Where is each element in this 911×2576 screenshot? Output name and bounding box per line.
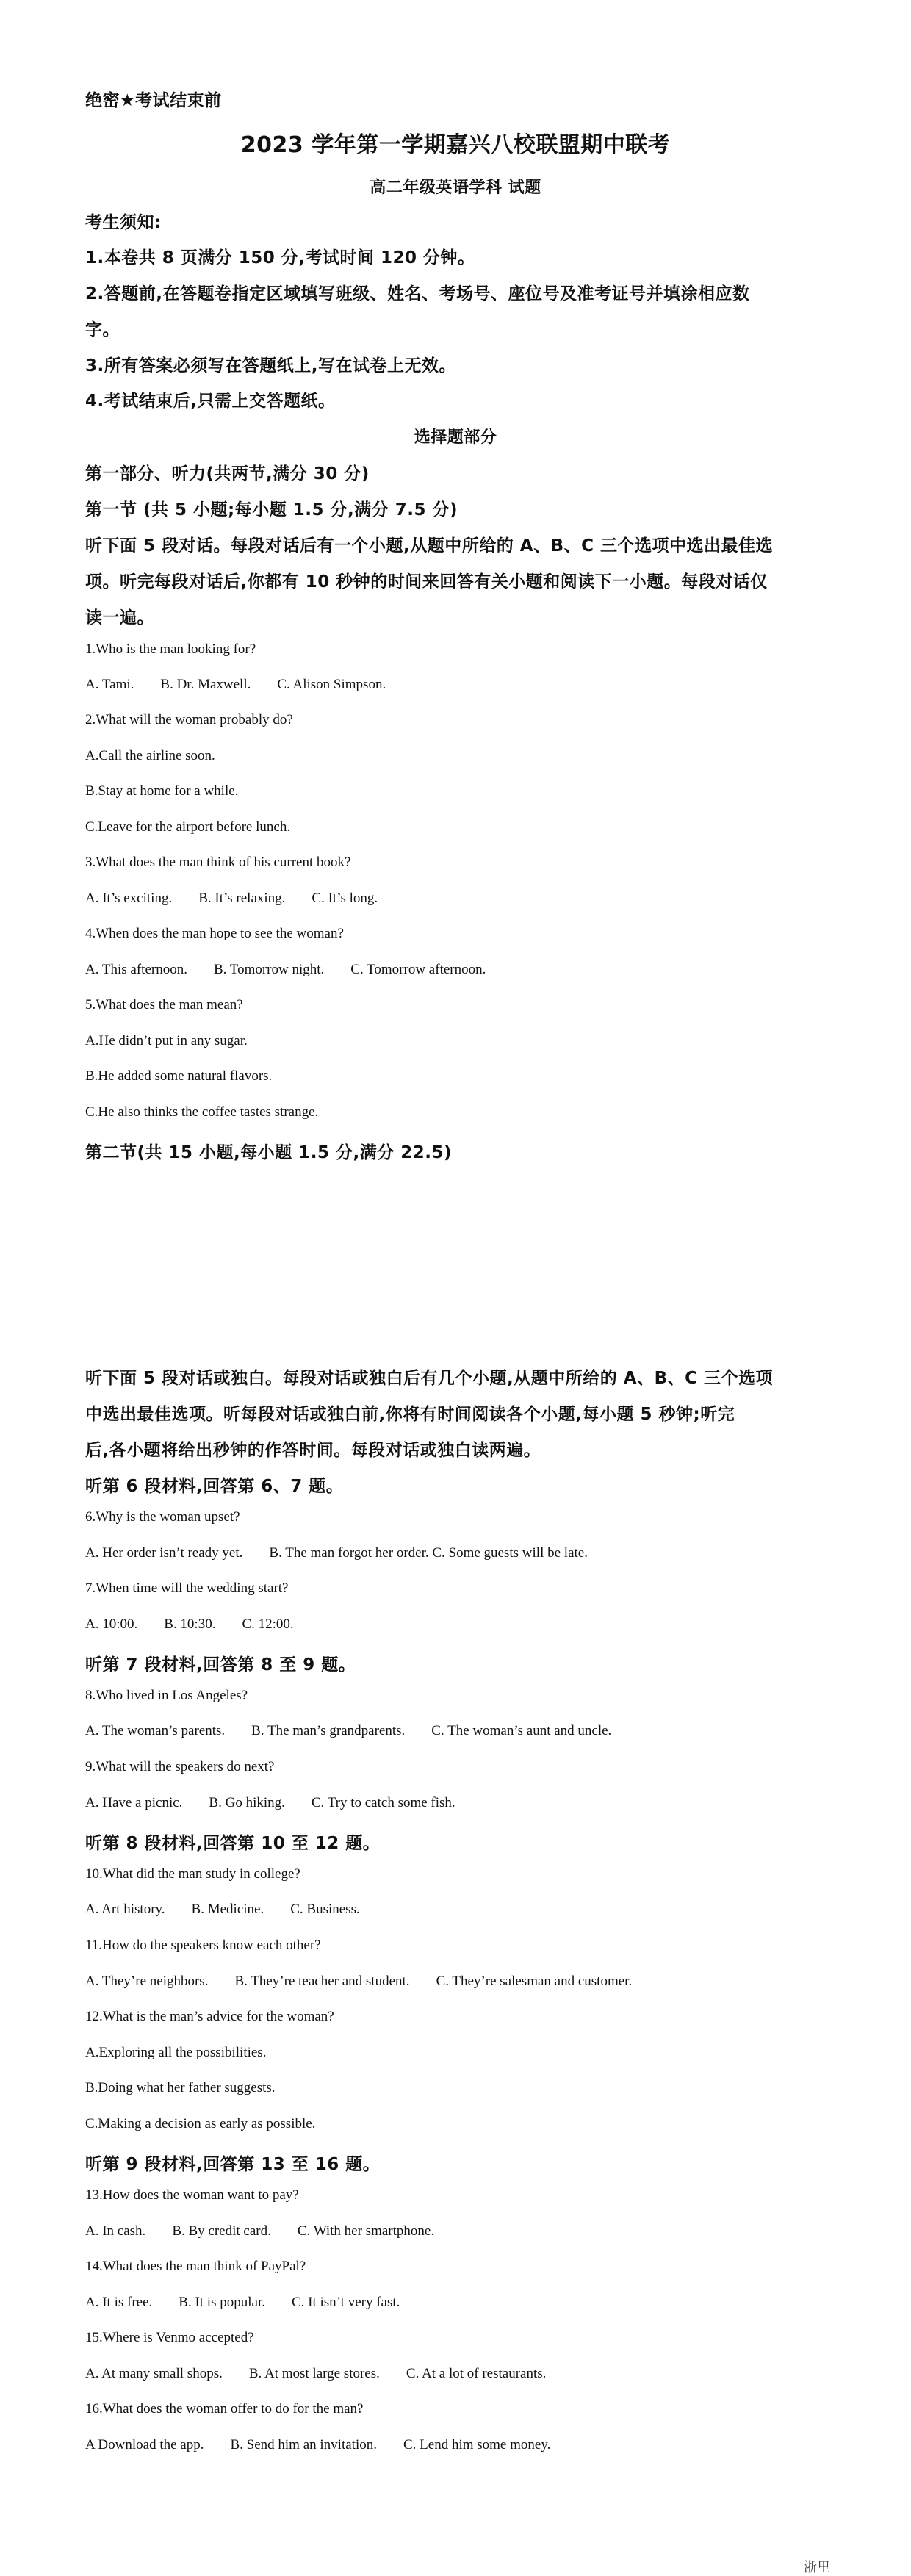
option: A.He didn’t put in any sugar. <box>85 1033 248 1048</box>
option: B. Medicine. <box>191 1902 264 1917</box>
exam-title: 2023 学年第一学期嘉兴八校联盟期中联考 <box>240 132 671 158</box>
question-options <box>85 891 404 907</box>
sec1-instruction: 项。听完每段对话后,你都有 10 秒钟的时间来回答有关小题和阅读下一小题。每段对话仅 <box>85 572 768 591</box>
option: A. It’s exciting. <box>85 891 173 906</box>
sec2-instruction: 听下面 5 段对话或独白。每段对话或独白后有几个小题,从题中所给的 A、B、C 三个选项 <box>85 1369 773 1388</box>
option: B. Dr. Maxwell. <box>160 677 251 692</box>
sec1-instruction: 读一遍。 <box>85 608 154 627</box>
question-stem: 3.What does the man think of his current book? <box>85 855 351 870</box>
option: C. Try to catch some fish. <box>311 1795 455 1810</box>
option: C. Lend him some money. <box>403 2437 551 2453</box>
material-heading: 听第 7 段材料,回答第 8 至 9 题。 <box>85 1655 356 1674</box>
question-stem: 7.When time will the wedding start? <box>85 1580 289 1596</box>
question-options <box>85 677 412 693</box>
option: B. The man’s grandparents. <box>251 1723 406 1738</box>
option: C. It’s long. <box>312 891 378 906</box>
question-stem: 12.What is the man’s advice for the woman? <box>85 2009 334 2024</box>
option: B. Go hiking. <box>209 1795 285 1810</box>
option: A. Her order isn’t ready yet. <box>85 1545 243 1561</box>
option: C.He also thinks the coffee tastes strange. <box>85 1104 319 1120</box>
question-stem: 2.What will the woman probably do? <box>85 712 293 727</box>
question-options <box>85 1974 658 1990</box>
question-options <box>85 1616 320 1633</box>
option: A. In cash. <box>85 2223 146 2239</box>
option: B.Doing what her father suggests. <box>85 2080 276 2095</box>
sec1-heading: 第一节 (共 5 小题;每小题 1.5 分,满分 7.5 分) <box>85 500 458 519</box>
option: C. At a lot of restaurants. <box>406 2366 547 2381</box>
option: B. By credit card. <box>172 2223 271 2239</box>
question-options <box>85 1902 386 1918</box>
sec2-instruction: 中选出最佳选项。听每段对话或独白前,你将有时间阅读各个小题,每小题 5 秒钟;听完 <box>85 1405 735 1424</box>
sec2-instruction: 后,各小题将给出秒钟的作答时间。每段对话或独白读两遍。 <box>85 1441 541 1460</box>
option: B. 10:30. <box>164 1616 216 1632</box>
option: B. They’re teacher and student. <box>234 1974 410 1989</box>
option: A Download the app. <box>85 2437 204 2453</box>
option: C. Alison Simpson. <box>277 677 386 692</box>
option: A. Art history. <box>85 1902 165 1917</box>
question-stem: 11.How do the speakers know each other? <box>85 1938 321 1953</box>
option: A. It is free. <box>85 2295 153 2310</box>
option: B. At most large stores. <box>248 2366 380 2381</box>
question-stem: 9.What will the speakers do next? <box>85 1759 275 1774</box>
notice-item: 3.所有答案必须写在答题纸上,写在试卷上无效。 <box>85 356 456 375</box>
section-label: 选择题部分 <box>414 428 497 447</box>
material-heading: 听第 9 段材料,回答第 13 至 16 题。 <box>85 2155 381 2174</box>
question-stem: 6.Why is the woman upset? <box>85 1509 240 1525</box>
option: B.Stay at home for a while. <box>85 783 239 799</box>
notice-item: 1.本卷共 8 页满分 150 分,考试时间 120 分钟。 <box>85 248 475 267</box>
option: C. Tomorrow afternoon. <box>350 962 486 977</box>
option: A. At many small shops. <box>85 2366 223 2381</box>
question-options <box>85 1723 638 1739</box>
option: C. The woman’s aunt and uncle. <box>431 1723 612 1738</box>
footer-mark: 浙里 <box>804 2560 830 2575</box>
exam-subtitle: 高二年级英语学科 试题 <box>370 179 541 197</box>
question-options <box>85 1795 482 1811</box>
question-options <box>85 2223 461 2239</box>
option: A.Call the airline soon. <box>85 748 215 763</box>
option: B. It is popular. <box>179 2295 265 2310</box>
option: C.Leave for the airport before lunch. <box>85 819 291 835</box>
option: A.Exploring all the possibilities. <box>85 2045 267 2060</box>
question-options <box>85 962 512 978</box>
option: B.He added some natural flavors. <box>85 1068 273 1084</box>
question-stem: 16.What does the woman offer to do for the man? <box>85 2401 364 2417</box>
option: C. With her smartphone. <box>297 2223 435 2239</box>
option: A. This afternoon. <box>85 962 187 977</box>
question-stem: 15.Where is Venmo accepted? <box>85 2330 254 2345</box>
question-stem: 13.How does the woman want to pay? <box>85 2187 299 2203</box>
option: C. It isn’t very fast. <box>291 2295 400 2310</box>
option: C. They’re salesman and customer. <box>436 1974 633 1989</box>
option: C. 12:00. <box>242 1616 294 1632</box>
option: A. The woman’s parents. <box>85 1723 226 1738</box>
option: A. Have a picnic. <box>85 1795 183 1810</box>
option: B. Send him an invitation. <box>230 2437 377 2453</box>
question-stem: 14.What does the man think of PayPal? <box>85 2259 306 2274</box>
secret-label: 绝密★考试结束前 <box>85 91 222 110</box>
material-heading: 听第 8 段材料,回答第 10 至 12 题。 <box>85 1834 381 1853</box>
notice-item: 2.答题前,在答题卷指定区域填写班级、姓名、考场号、座位号及准考证号并填涂相应数 <box>85 284 750 303</box>
option: C.Making a decision as early as possible. <box>85 2116 316 2131</box>
question-options <box>85 1545 614 1561</box>
notice-heading: 考生须知: <box>85 213 162 232</box>
sec2-heading: 第二节(共 15 小题,每小题 1.5 分,满分 22.5) <box>85 1143 453 1162</box>
option: C. Business. <box>290 1902 360 1917</box>
part1-heading: 第一部分、听力(共两节,满分 30 分) <box>85 464 370 483</box>
option: A. They’re neighbors. <box>85 1974 209 1989</box>
question-options <box>85 2437 577 2453</box>
question-stem: 1.Who is the man looking for? <box>85 641 256 657</box>
sec1-instruction: 听下面 5 段对话。每段对话后有一个小题,从题中所给的 A、B、C 三个选项中选出最佳选 <box>85 536 773 555</box>
notice-item: 4.考试结束后,只需上交答题纸。 <box>85 392 336 411</box>
question-stem: 8.Who lived in Los Angeles? <box>85 1688 248 1703</box>
question-stem: 4.When does the man hope to see the woman? <box>85 926 344 941</box>
option: B. The man forgot her order. C. Some guests will be late. <box>269 1545 588 1561</box>
question-options <box>85 2366 572 2382</box>
option: A. 10:00. <box>85 1616 138 1632</box>
question-stem: 5.What does the man mean? <box>85 997 243 1012</box>
option: B. It’s relaxing. <box>198 891 286 906</box>
question-stem: 10.What did the man study in college? <box>85 1866 300 1882</box>
option: A. Tami. <box>85 677 134 692</box>
option: B. Tomorrow night. <box>213 962 325 977</box>
material-heading: 听第 6 段材料,回答第 6、7 题。 <box>85 1477 344 1496</box>
question-options <box>85 2295 426 2311</box>
notice-item: 字。 <box>85 320 120 339</box>
